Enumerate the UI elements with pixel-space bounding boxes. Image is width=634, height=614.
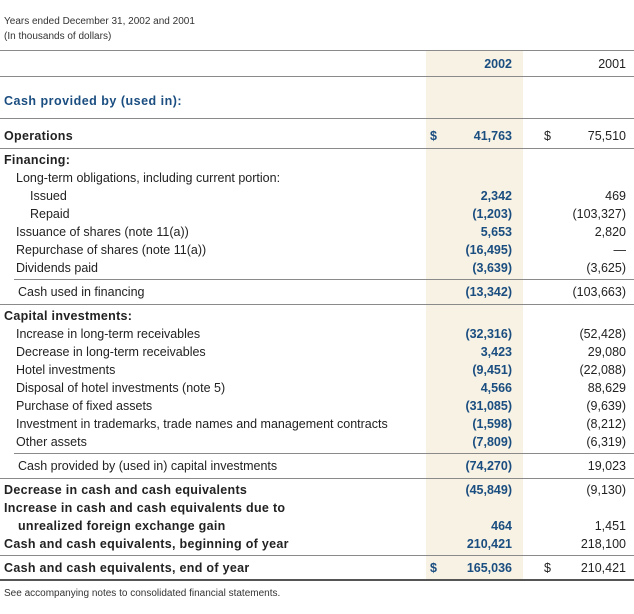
financing-dividends-2001: (3,625) [586,261,626,275]
table-row [0,343,634,361]
beginning-row [0,535,634,553]
capital-row-value-2001: (52,428) [579,327,626,341]
financing-issued-2001: 469 [605,189,626,203]
rule-after-financing [0,304,634,305]
capital-row-value-2001: (9,639) [586,399,626,413]
financing-repurchase-2002: (16,495) [465,243,512,257]
financing-total-2002: (13,342) [465,285,512,299]
capital-row-label: Decrease in long-term receivables [16,345,206,359]
units-note: (In thousands of dollars) [4,31,112,42]
capital-title: Capital investments: [4,309,133,323]
decrease-2001: (9,130) [586,483,626,497]
capital-row-value-2002: 3,423 [480,345,512,359]
capital-row-value-2002: (32,316) [465,327,512,341]
capital-row-label: Hotel investments [16,363,116,377]
capital-row-value-2002: (31,085) [465,399,512,413]
financing-repaid-label: Repaid [30,207,70,221]
table-row [0,433,634,451]
operations-value-2001: 75,510 [587,129,626,143]
table-row [0,259,634,277]
table-row [0,397,634,415]
table-row [0,415,634,433]
beginning-2001: 218,100 [580,537,626,551]
fx-label-line2: unrealized foreign exchange gain [18,519,226,533]
table-row [0,241,634,259]
table-row [0,325,634,343]
ending-2001: 210,421 [580,561,626,575]
financing-title: Financing: [4,153,71,167]
capital-row-label: Investment in trademarks, trade names and management contracts [16,417,388,431]
table-row [0,379,634,397]
ending-2002: 165,036 [466,561,512,575]
financing-issuance-2001: 2,820 [594,225,626,239]
operations-currency-2002: $ [430,129,437,143]
capital-row-value-2001: 29,080 [587,345,626,359]
capital-total-2002: (74,270) [465,459,512,473]
capital-title-row [0,307,634,325]
capital-row-value-2001: (6,319) [586,435,626,449]
table-row [0,361,634,379]
financing-issuance-2002: 5,653 [480,225,512,239]
rule-after-ending [0,579,634,581]
financing-lto-label: Long-term obligations, including current portion: [16,171,281,185]
operations-row [0,127,634,145]
operations-label: Operations [4,129,73,143]
capital-row-label: Increase in long-term receivables [16,327,201,341]
rule-before-ending [0,555,634,556]
capital-total-row [0,457,634,475]
financing-repaid-2002: (1,203) [472,207,512,221]
financing-issuance-label: Issuance of shares (note 11(a)) [16,225,189,239]
capital-row-label: Disposal of hotel investments (note 5) [16,381,226,395]
period-note: Years ended December 31, 2002 and 2001 [4,16,195,27]
financing-issued-label: Issued [30,189,67,203]
section-title-row [0,92,634,110]
rule-after-operations [0,148,634,149]
ending-currency-2001: $ [544,561,551,575]
rule-before-operations [0,118,634,119]
capital-total-label: Cash provided by (used in) capital investments [18,459,278,473]
financing-lto-row [0,169,634,187]
ending-currency-2002: $ [430,561,437,575]
header-top-rule [0,50,634,51]
operations-value-2002: 41,763 [473,129,512,143]
fx-2001: 1,451 [594,519,626,533]
capital-row-label: Purchase of fixed assets [16,399,153,413]
capital-row-value-2001: (22,088) [579,363,626,377]
decrease-row [0,481,634,499]
footnote: See accompanying notes to consolidated financial statements. [4,588,281,599]
financing-repurchase-2001: — [613,243,626,257]
rule-before-financing-total [14,279,634,280]
operations-currency-2001: $ [544,129,551,143]
decrease-2002: (45,849) [465,483,512,497]
rule-before-capital-total [14,453,634,454]
financing-issued-2002: 2,342 [480,189,512,203]
beginning-label: Cash and cash equivalents, beginning of year [4,537,289,551]
header-bottom-rule [0,76,634,77]
decrease-label: Decrease in cash and cash equivalents [4,483,248,497]
ending-label: Cash and cash equivalents, end of year [4,561,250,575]
fx-row-line1 [0,499,634,517]
table-row [0,223,634,241]
rule-after-capital [0,478,634,479]
table-row [0,187,634,205]
ending-row [0,559,634,577]
capital-row-value-2001: 88,629 [587,381,626,395]
table-row [0,205,634,223]
column-header-2001: 2001 [598,57,626,71]
section-title: Cash provided by (used in): [4,94,183,108]
capital-total-2001: 19,023 [587,459,626,473]
financing-total-label: Cash used in financing [18,285,145,299]
financing-total-2001: (103,663) [572,285,626,299]
column-header-2002: 2002 [484,57,512,71]
capital-row-value-2002: (9,451) [472,363,512,377]
capital-row-value-2002: (7,809) [472,435,512,449]
capital-row-value-2002: (1,598) [472,417,512,431]
financing-repaid-2001: (103,327) [572,207,626,221]
fx-2002: 464 [491,519,512,533]
financing-dividends-2002: (3,639) [472,261,512,275]
financing-total-row [0,283,634,301]
capital-row-value-2001: (8,212) [586,417,626,431]
financing-title-row [0,151,634,169]
capital-row-value-2002: 4,566 [480,381,512,395]
fx-row-line2 [0,517,634,535]
capital-row-label: Other assets [16,435,87,449]
financing-repurchase-label: Repurchase of shares (note 11(a)) [16,243,207,257]
financing-dividends-label: Dividends paid [16,261,98,275]
fx-label-line1: Increase in cash and cash equivalents due to [4,501,286,515]
beginning-2002: 210,421 [466,537,512,551]
